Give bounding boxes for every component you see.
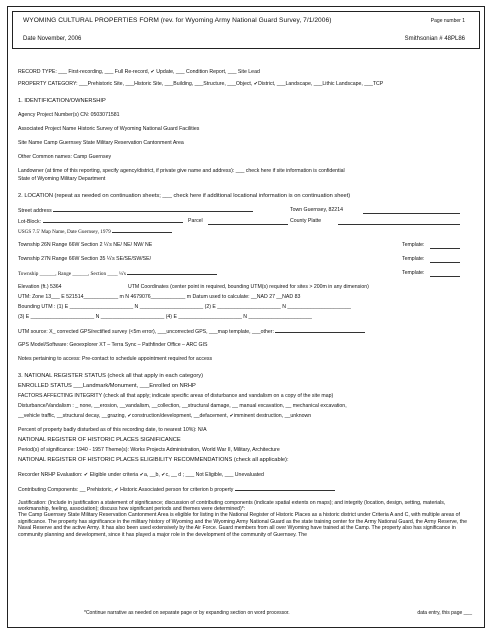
form-date: Date November, 2006 (23, 36, 82, 42)
template-label-3: Template: (402, 269, 425, 276)
gps-model: GPS Model/Software: Geoexplorer XT – Terra Sync – Pathfinder Office – ARC GIS (18, 341, 208, 348)
disturbance-line-1: Disturbance/Vandalism : _ none, __erosion, __vandalism, __collection, __structural damage, __ manual excavation, __ mechanical excavation, (18, 403, 347, 410)
smithsonian-number: Smithsonian # 48PL86 (404, 36, 465, 42)
landowner-line: Landowner (at time of this reporting, specify agency/district, if private give name and address): ___ check here if site information is confidential (18, 168, 345, 175)
access-notes: Notes pertaining to access: Pre-contact to schedule appointment required for access (18, 356, 213, 363)
lot-block-field[interactable] (43, 216, 183, 223)
contributing-row (18, 484, 474, 494)
enrolled-status: ENROLLED STATUS ___Landmark/Monument, ___Enrolled on NRHP (18, 383, 196, 390)
template-field-1[interactable] (430, 242, 460, 249)
associated-project-name: Associated Project Name Historic Survey of Wyoming National Guard Facilities (18, 126, 200, 133)
street-address-row (18, 205, 474, 215)
factors-integrity: FACTORS AFFECTING INTEGRITY (check all that apply; indicate specific areas of disturbance and vandalism on a copy of the site map) (18, 393, 334, 400)
utm-zone-row: UTM: Zone 13___ E 521514____________ m N 4679076____________ m Datum used to calculate: __NAD 27 __NAD 83 (18, 293, 301, 300)
township-2: Township 27N Range 66W Section 35 ¼'s SE/SE/SW/SE/ (18, 255, 152, 262)
township-row-1 (18, 240, 474, 250)
template-label-2: Template: (402, 255, 425, 262)
form-content (18, 67, 474, 538)
township-1: Township 26N Range 66W Section 2 ¼'s NE/ NE/ NW/ NE (18, 241, 153, 248)
percent-disturbed: Percent of property badly disturbed as of this recording date, to nearest 10%): N/A (18, 427, 207, 434)
elevation-row (18, 282, 474, 292)
lot-block-row (18, 216, 474, 226)
template-field-2[interactable] (430, 256, 460, 263)
contributing-components: Contributing Components: __ Prehistoric, ✔ Historic Associated person for criterion b property (18, 486, 234, 493)
record-type-line: RECORD TYPE: ___ First-recording, ___ Full Re-record, ✔ Update, ___ Condition Report, ___ Site Lead (18, 69, 260, 75)
associated-person-field[interactable] (235, 484, 335, 491)
elevation: Elevation (ft.) 5364 (18, 283, 62, 290)
bounding-utm-2: (3) E ______________________ N ______________________ (4) E ______________________ N ______________________ (18, 313, 312, 320)
footer-note: *Continue narrative as needed on separate page or by expanding section on word processor. (84, 610, 290, 616)
usgs-map-row (18, 226, 474, 236)
township-3-field[interactable] (127, 268, 217, 275)
form-header (12, 11, 480, 49)
property-category-line: PROPERTY CATEGORY: ___Prehistoric Site, ___Historic Site, ___Building, ___Structure, ___Object, ✔District, ___Landscape, ___Lithic Landscape, ___TCP (18, 81, 384, 88)
page-number: Page number 1 (430, 18, 465, 24)
utm-coordinates-label: UTM Coordinates (center point in required, bounding UTM(s) required for sites > 200m in any dimension) (128, 283, 369, 290)
lot-block-label: Lot-Block: (18, 218, 42, 225)
usgs-map-label: USGS 7.5' Map Name, Date Guernsey, 1979 (18, 228, 111, 235)
street-label: Street address (18, 208, 52, 215)
nrhp-significance-title: NATIONAL REGISTER OF HISTORIC PLACES SIGNIFICANCE (18, 437, 181, 444)
utm-source-other-field[interactable] (275, 326, 365, 333)
landowner-value: State of Wyoming Military Department (18, 176, 106, 183)
data-entry-note: data entry, this page ___ (417, 610, 472, 616)
utm-source-row (18, 326, 474, 336)
township-3: Township ______, Range ______, Section ____ ¼'s (18, 270, 126, 277)
section-2-title: 2. LOCATION (repeat as needed on continuation sheets; ___ check here if additional locational information is on continuation sheet) (18, 193, 351, 200)
site-name: Site Name Camp Guernsey State Military Reservation Cantonment Area (18, 140, 184, 147)
section-1-title: 1. IDENTIFICATION/OWNERSHIP (18, 98, 106, 105)
template-field-3[interactable] (430, 270, 460, 277)
county-label: County Platte (290, 217, 322, 224)
county-field[interactable] (338, 218, 460, 225)
disturbance-line-2: __vehicle traffic, __structural decay, __grazing, ✔construction/development, __defacement, ✔imminent destruction, __unknown (18, 413, 312, 420)
section-3-title: 3. NATIONAL REGISTER STATUS (check all that apply in each category) (18, 373, 204, 380)
town-label: Town Guernsey, 82214 (290, 207, 343, 214)
utm-source: UTM source: X_ corrected GPS/rectified survey (<5m error), ___uncorrected GPS, ___map template, ___other: (18, 328, 274, 335)
township-row-3 (18, 268, 474, 278)
agency-project-number: Agency Project Number(s) CN: 0503071581 (18, 112, 120, 119)
bounding-utm-1: Bounding UTM : (1) E ______________________ N ______________________ (2) E ______________________ N ______________________ (18, 303, 351, 310)
form-page (7, 6, 485, 628)
parcel-field[interactable] (208, 218, 288, 225)
template-label-1: Template: (402, 241, 425, 248)
street-field[interactable] (53, 205, 253, 212)
justification-body: The Camp Guernsey State Military Reservation Cantonment Area is eligible for listing in the National Register of Historic Places as a historic district under Criteria A and C, with multiple areas of significance. The property has significance in the military history of Wyoming and the Wyoming Army National Guard as the state training center for the Army National Guard, the Army Reserve, the Naval Reserve and the active Army. It has also been used extensively by the Air Force. Guard members from all over Wyoming have trained at the Camp. The property also has significance in community planning and development, since it has played a major role in the development of the community of Guernsey. The (18, 512, 468, 538)
nrhp-eligibility-title: NATIONAL REGISTER OF HISTORIC PLACES ELIGIBILITY RECOMMENDATIONS (check all applicable): (18, 457, 289, 464)
period-of-significance: Period(s) of significance: 1940 - 1957 Theme(s): Works Projects Administration, World War II, Military, Architecture (18, 447, 280, 454)
usgs-map-field[interactable] (112, 226, 172, 233)
township-row-2 (18, 254, 474, 264)
justification-label: Justification: (Include in justification a statement of significance; discussion of contributing components (indicate spatial extents on maps); and integrity (location, design, setting, materials, workmanship, feeling, association); discuss how significant periods and themes were determined)*: (18, 499, 446, 512)
recorder-evaluation: Recorder NRHP Evaluation: ✔ Eligible under criteria ✔a, __b, ✔c, __ d ; ___ Not Eligible, ___ Unevaluated (18, 471, 264, 478)
parcel-label: Parcel (188, 217, 203, 224)
form-title: WYOMING CULTURAL PROPERTIES FORM (rev. for Wyoming Army National Guard Survey, 7/1/2006) (23, 17, 332, 24)
town-field[interactable] (363, 207, 460, 214)
form-footer (84, 610, 472, 616)
other-common-names: Other Common names: Camp Guernsey (18, 154, 112, 161)
